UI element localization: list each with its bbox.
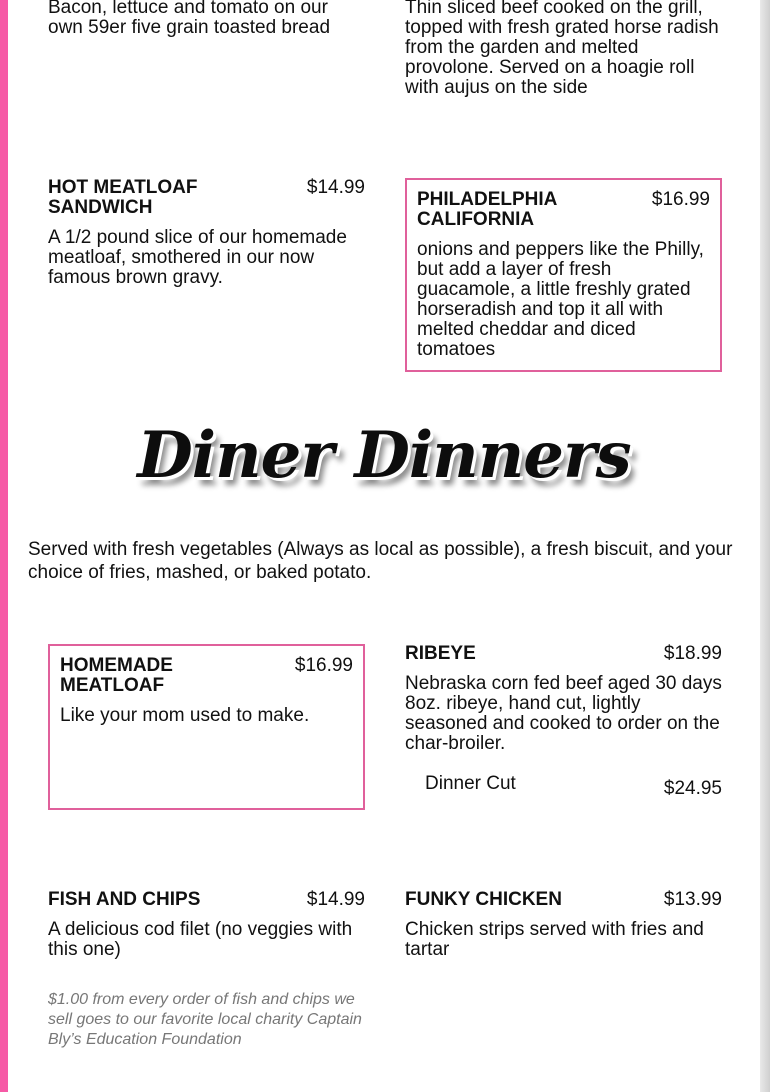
blt-description: Bacon, lettuce and tomato on our own 59er five grain toasted bread <box>48 0 331 38</box>
option-label: Dinner Cut <box>425 773 516 794</box>
item-description: onions and peppers like the Philly, but add a layer of fresh guacamole, a little freshly grated horseradish and top it all with melted cheddar and diced tomatoes <box>417 239 704 360</box>
item-price: $16.99 <box>651 189 710 210</box>
item-price: $14.99 <box>306 177 365 198</box>
menu-item-ribeye <box>405 644 722 799</box>
blt-item <box>48 0 365 38</box>
item-price: $18.99 <box>663 643 722 664</box>
item-price: $13.99 <box>663 889 722 910</box>
item-name: FUNKY CHICKEN <box>405 889 562 910</box>
item-name: FISH AND CHIPS <box>48 889 201 910</box>
item-description: A delicious cod filet (no veggies with this one) <box>48 919 353 960</box>
menu-page <box>8 0 760 1092</box>
menu-item-homemade-meatloaf <box>48 644 365 810</box>
item-name: HOMEMADE MEATLOAF <box>60 655 173 696</box>
item-description: Chicken strips served with fries and tartar <box>405 919 704 960</box>
menu-item-fish-and-chips <box>48 890 365 1050</box>
menu-item-hot-meatloaf-sandwich <box>48 178 365 288</box>
beef-description: Thin sliced beef cooked on the grill, topped with fresh grated horse radish from the garden and melted provolone. Served on a hoagie roll with aujus on the side <box>405 0 719 98</box>
charity-note: $1.00 from every order of fish and chips we sell goes to our favorite local charity Captain Bly’s Education Foundation <box>48 991 362 1048</box>
ribeye-option <box>405 774 722 799</box>
page-edge-shadow <box>760 0 770 1092</box>
item-name: HOT MEATLOAF SANDWICH <box>48 177 198 218</box>
menu-item-funky-chicken <box>405 890 722 960</box>
item-description: A 1/2 pound slice of our homemade meatloaf, smothered in our now famous brown gravy. <box>48 227 347 288</box>
section-title: Diner Dinners <box>137 418 631 493</box>
item-name: RIBEYE <box>405 643 476 664</box>
item-name: PHILADELPHIA CALIFORNIA <box>417 189 557 230</box>
section-intro: Served with fresh vegetables (Always as local as possible), a fresh biscuit, and your choice of fries, mashed, or baked potato. <box>28 539 733 583</box>
item-price: $16.99 <box>294 655 353 676</box>
item-price: $14.99 <box>306 889 365 910</box>
menu-item-philadelphia-california <box>405 178 722 372</box>
item-description: Nebraska corn fed beef aged 30 days 8oz. ribeye, hand cut, lightly seasoned and cooked to order on the char-broiler. <box>405 673 722 754</box>
option-price: $24.95 <box>663 778 722 799</box>
item-description: Like your mom used to make. <box>60 705 310 726</box>
beef-item <box>405 0 722 98</box>
